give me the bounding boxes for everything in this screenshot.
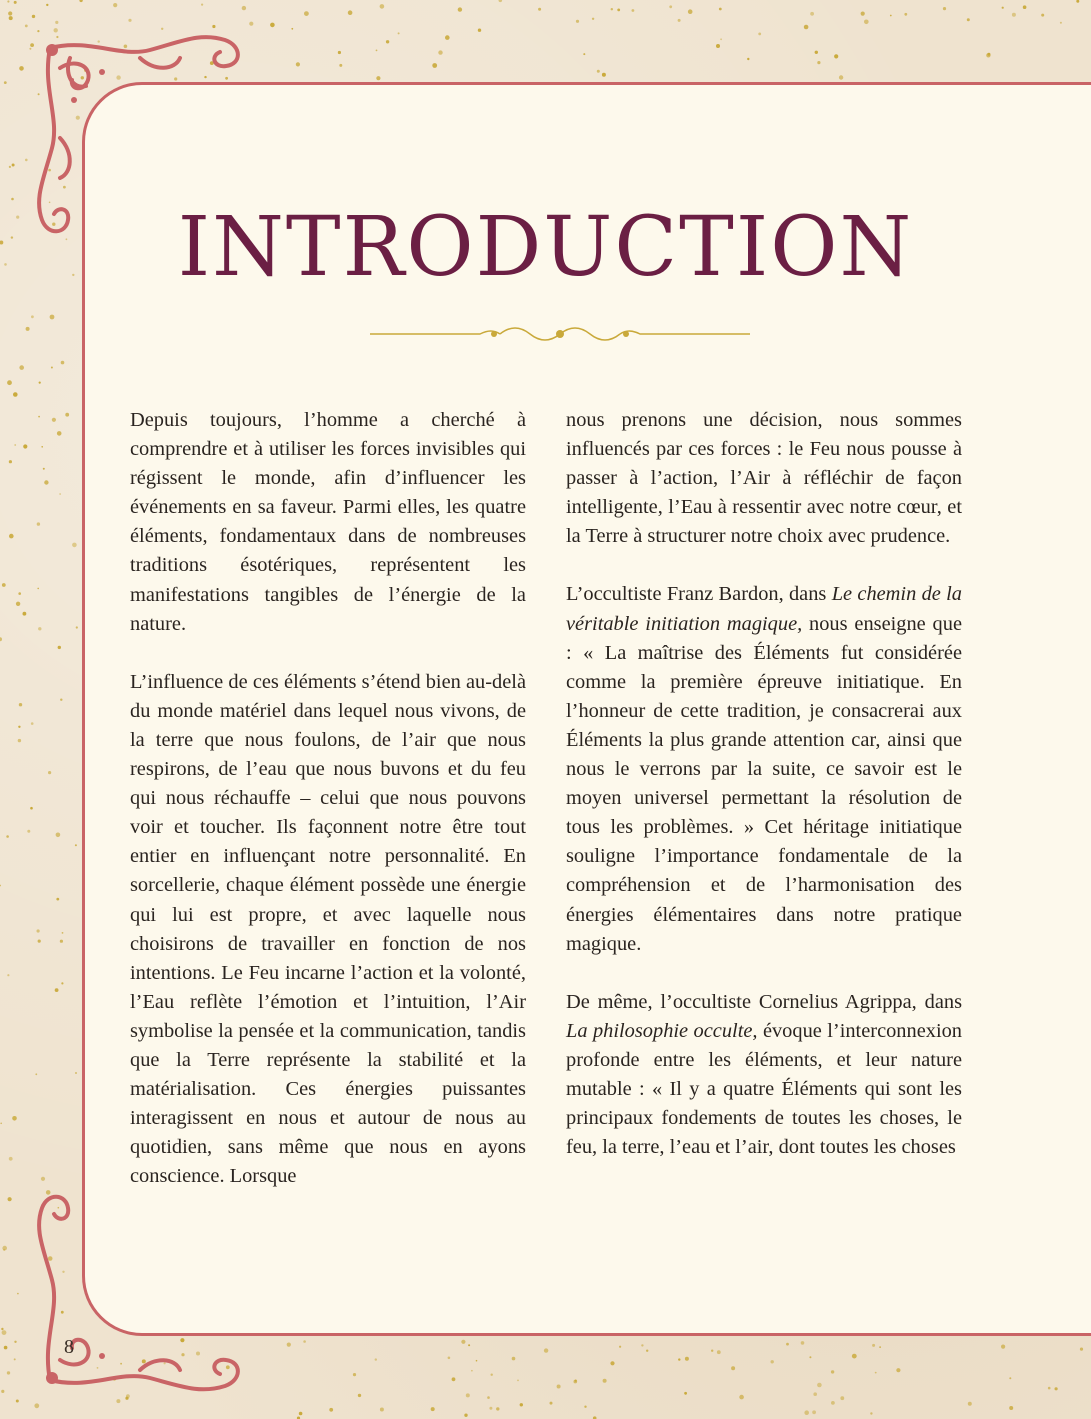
speckle [602, 73, 606, 77]
speckle [386, 40, 389, 43]
speckle [17, 1293, 19, 1295]
page-number: 8 [64, 1336, 74, 1358]
speckle [603, 1379, 607, 1383]
speckle [376, 50, 378, 52]
speckle [79, 0, 82, 2]
speckle [358, 1394, 361, 1397]
speckle [270, 23, 275, 28]
speckle [610, 1361, 614, 1365]
speckle [9, 166, 11, 168]
speckle [461, 1340, 465, 1344]
paragraph: Depuis toujours, l’homme a cherché à comprendre et à utiliser les forces invisibles qui régissent le monde, afin d’influencer les événements en sa faveur. Parmi elles, les quatre éléments, fondamentaux dans de nombreuses traditions ésotériques, représentent les manifestations tangibles de l’énergie de la nature. [130, 409, 526, 635]
speckle [487, 1396, 490, 1399]
speckle [60, 940, 63, 943]
speckle [12, 164, 15, 167]
speckle [299, 1412, 303, 1416]
speckle [431, 1407, 435, 1411]
speckle [879, 1346, 881, 1348]
speckle [812, 1410, 816, 1414]
speckle [688, 9, 693, 14]
speckle [1076, 0, 1079, 3]
speckle [817, 1383, 822, 1388]
speckle [0, 637, 2, 641]
speckle [201, 4, 203, 6]
speckle [1041, 14, 1044, 17]
speckle [26, 327, 30, 331]
speckle [50, 315, 55, 320]
speckle [1048, 1387, 1051, 1390]
speckle [37, 588, 39, 590]
speckle [711, 1350, 713, 1352]
speckle [720, 38, 722, 40]
speckle [1080, 1348, 1083, 1351]
speckle [7, 974, 9, 976]
speckle [646, 1350, 648, 1352]
speckle [35, 1073, 37, 1075]
speckle [76, 626, 78, 628]
speckle [19, 365, 24, 370]
paragraph: L’influence de ces éléments s’étend bien au-delà du monde matériel dans lequel nous vivons, de la terre que nous foulons, de l’air que nous respirons, de l’eau que nous buvons et du feu qui nous réchauffe – celui que nous pouvons voir et toucher. Ils façonnent notre être tout entier en influençant notre personnalité. En sorcellerie, chaque élément possède une énergie qui lui est propre, et avec laquelle nous choisirons de travailler en fonction de nos intentions. Le Feu incarne l’action et la volonté, l’Eau reflète l’émotion et l’intuition, l’Air symbolise la pensée et la communication, tandis que la Terre représente la stabilité et la matérialisation. Ces énergies puissantes interagissent en nous et autour de nous au quotidien, sans même que nous en ayons conscience. Lorsque [130, 670, 526, 1188]
speckle [19, 703, 22, 706]
speckle [16, 602, 20, 606]
speckle [56, 898, 59, 901]
speckle [75, 844, 77, 846]
speckle [1002, 7, 1004, 9]
speckle [13, 392, 18, 397]
speckle [801, 1341, 805, 1345]
speckle [37, 929, 40, 932]
speckle [18, 592, 21, 595]
speckle [834, 54, 838, 58]
speckle [31, 315, 34, 318]
speckle [943, 7, 946, 10]
speckle [304, 11, 309, 16]
speckle [716, 44, 720, 48]
speckle [684, 1392, 687, 1395]
speckle [875, 1372, 877, 1374]
speckle [14, 1, 17, 4]
speckle [0, 1123, 2, 1125]
speckle [864, 20, 869, 25]
speckle [641, 1344, 643, 1346]
speckle [38, 940, 41, 943]
speckle [809, 1356, 811, 1358]
speckle [23, 444, 27, 448]
speckle [48, 771, 51, 774]
speckle [38, 627, 41, 630]
speckle [59, 493, 61, 495]
speckle [815, 51, 818, 54]
speckle [25, 159, 28, 162]
speckle [376, 76, 380, 80]
text-run: évoque l’interconnexion profonde entre les éléments, et leur nature mutable : « Il y a quatre Éléments qui sont les principaux fondements de toutes les choses, le feu, la terre, l’eau et l’air, dont toutes les choses [566, 1019, 963, 1159]
speckle [7, 0, 9, 2]
speckle [583, 53, 585, 55]
speckle [458, 7, 462, 11]
speckle [967, 18, 970, 21]
speckle [592, 18, 594, 20]
speckle [731, 1366, 735, 1370]
speckle [249, 22, 253, 26]
speckle [14, 444, 16, 446]
speckle [1, 1390, 4, 1393]
speckle [4, 1346, 8, 1350]
flourish-divider-icon [370, 322, 750, 346]
speckle [128, 19, 131, 22]
speckle [9, 460, 12, 463]
speckle [468, 1344, 470, 1346]
speckle [496, 1407, 499, 1410]
speckle [6, 835, 9, 838]
speckle [786, 1343, 789, 1346]
page-title: INTRODUCTION [177, 200, 914, 295]
speckle [719, 8, 722, 11]
speckle [9, 534, 14, 539]
speckle [1023, 5, 1027, 9]
speckle [12, 1116, 17, 1121]
speckle [538, 8, 541, 11]
speckle [904, 13, 907, 16]
speckle [870, 1412, 872, 1414]
book-title: Le chemin de la véritable initiation magique, [566, 583, 962, 635]
speckle [375, 1358, 377, 1360]
text-run: De même, l’occultiste Cornelius Agrippa, dans [566, 990, 962, 1013]
speckle [1001, 1345, 1005, 1349]
speckle [584, 1406, 586, 1408]
speckle [896, 1368, 900, 1372]
text-run: nous enseigne que : « La maîtrise des Éléments fut considérée comme la première épreuve initiatique. En l’honneur de cette tradition, je consacrerai aux Éléments la plus grande attention car, ainsi que nous le verrons par la suite, ce savoir est le moyen universel permettant la résolution de tous les problèmes. » Cet héritage initiatique souligne l’importance fondamentale de la compréhension et de l’harmonisation des énergies élémentaires dans notre pratique magique. [566, 612, 962, 955]
speckle [9, 1157, 13, 1161]
speckle [1009, 1377, 1011, 1379]
speckle [747, 58, 749, 60]
speckle [57, 431, 62, 436]
speckle [8, 1197, 12, 1201]
speckle [72, 543, 77, 548]
speckle [619, 1346, 621, 1348]
speckle [58, 646, 61, 649]
speckle [55, 21, 58, 24]
speckle [804, 25, 809, 30]
speckle [452, 1377, 456, 1381]
speckle [1, 1328, 3, 1330]
speckle [303, 1340, 306, 1343]
speckle [30, 807, 33, 810]
speckle [517, 1380, 519, 1382]
speckle [44, 480, 48, 484]
speckle [7, 1371, 10, 1374]
speckle [51, 367, 53, 369]
speckle [445, 35, 450, 40]
paragraph: nous prenons une décision, nous sommes influencés par ces forces : le Feu nous pousse à passer à l’action, l’Air à réfléchir de façon intelligente, l’Eau à ressentir avec notre cœur, et la Terre à structurer notre choix avec prudence. [566, 409, 962, 548]
speckle [550, 1402, 553, 1405]
speckle [353, 1373, 356, 1376]
speckle [448, 1357, 451, 1360]
speckle [1060, 22, 1062, 24]
paragraph [566, 988, 962, 1163]
speckle [432, 63, 437, 68]
speckle [839, 75, 843, 79]
speckle [1012, 13, 1016, 17]
speckle [287, 1343, 291, 1347]
speckle [27, 830, 30, 833]
speckle [0, 885, 1, 887]
speckle [476, 1360, 478, 1362]
speckle [7, 380, 12, 385]
speckle [4, 81, 7, 84]
speckle [576, 20, 579, 23]
speckle [520, 1403, 523, 1406]
speckle [852, 1354, 857, 1359]
speckle [339, 64, 342, 67]
speckle [2, 583, 6, 587]
speckle [9, 16, 13, 20]
speckle [1055, 1387, 1058, 1390]
speckle [31, 722, 34, 725]
speckle [242, 6, 246, 10]
speckle [804, 1410, 809, 1415]
speckle [52, 418, 56, 422]
speckle [14, 1358, 16, 1360]
speckle [758, 33, 761, 36]
speckle [8, 11, 12, 15]
speckle [499, 0, 503, 2]
speckle [678, 1358, 680, 1360]
speckle [18, 726, 20, 728]
speckle [471, 1370, 473, 1372]
speckle [16, 1400, 19, 1403]
speckle [466, 1393, 470, 1397]
speckle [37, 522, 40, 525]
speckle [2, 1246, 7, 1251]
speckle [65, 413, 69, 417]
speckle [43, 468, 45, 470]
speckle [817, 61, 820, 64]
speckle [75, 1072, 77, 1074]
speckle [14, 1341, 16, 1343]
speckle [398, 32, 400, 34]
speckle [348, 10, 353, 15]
speckle [890, 15, 892, 17]
speckle [61, 361, 65, 365]
speckle [296, 62, 300, 66]
speckle [32, 15, 35, 18]
speckle [861, 12, 865, 16]
speckle [464, 1414, 467, 1417]
speckle [39, 382, 41, 384]
speckle [329, 1408, 333, 1412]
speckle [544, 1348, 548, 1352]
speckle [840, 1396, 844, 1400]
speckle [512, 1357, 516, 1361]
speckle [617, 9, 620, 12]
speckle [685, 1357, 689, 1361]
speckle [771, 1360, 774, 1363]
speckle [872, 1344, 875, 1347]
speckle [597, 70, 600, 73]
paragraph [566, 580, 962, 958]
left-column [130, 406, 526, 1220]
book-title: La philosophie occulte, [566, 1019, 758, 1042]
speckle [61, 982, 63, 984]
speckle [491, 1374, 493, 1376]
speckle [831, 1370, 834, 1373]
speckle [56, 833, 61, 838]
speckle [55, 988, 59, 992]
speckle [60, 699, 62, 701]
speckle [968, 1402, 972, 1406]
speckle [478, 29, 481, 32]
speckle [38, 416, 40, 418]
speckle [18, 739, 21, 742]
speckle [810, 12, 814, 16]
speckle [1009, 1406, 1013, 1410]
speckle [489, 1407, 492, 1410]
speckle [46, 4, 48, 6]
speckle [41, 446, 43, 448]
text-run: L’occultiste Franz Bardon, dans [566, 583, 832, 606]
speckle [669, 5, 672, 8]
speckle [25, 25, 28, 28]
speckle [34, 1403, 39, 1408]
speckle [813, 1392, 817, 1396]
speckle [678, 19, 681, 22]
right-column [566, 406, 962, 1191]
speckle [557, 1385, 561, 1389]
speckle [380, 1408, 384, 1412]
speckle [575, 1380, 577, 1382]
speckle [611, 8, 613, 10]
speckle [986, 53, 990, 57]
speckle [717, 1350, 721, 1354]
speckle [438, 50, 442, 54]
speckle [632, 9, 635, 12]
speckle [291, 28, 293, 30]
speckle [113, 3, 117, 7]
speckle [338, 51, 341, 54]
speckle [380, 4, 385, 9]
speckle [739, 1395, 744, 1400]
speckle [831, 1401, 835, 1405]
speckle [2, 1330, 7, 1335]
speckle [23, 612, 27, 616]
speckle [62, 932, 64, 934]
speckle [19, 66, 24, 71]
